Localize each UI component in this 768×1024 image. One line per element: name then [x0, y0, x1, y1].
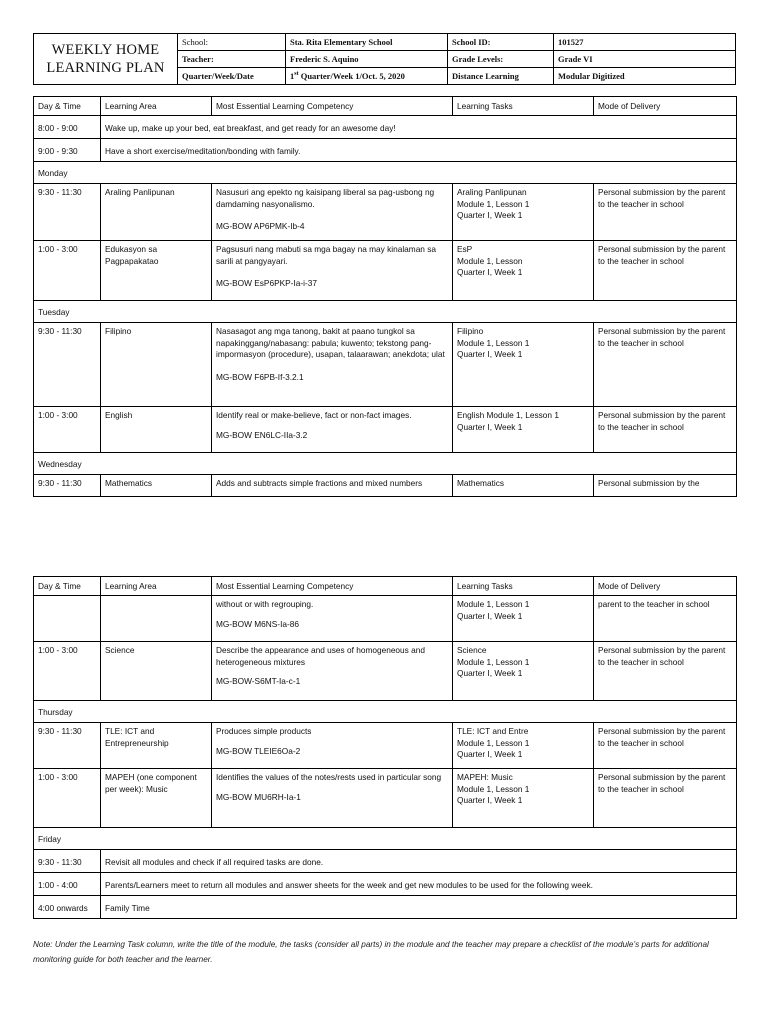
competency: Adds and subtracts simple fractions and mixed numbers — [212, 475, 453, 497]
competency-text: without or with regrouping. — [216, 599, 314, 609]
quarter-label: Quarter/Week/Date — [178, 68, 286, 85]
col-mode-of-delivery: Mode of Delivery — [594, 577, 737, 596]
task-line: Module 1, Lesson — [457, 255, 523, 266]
row-time: 4:00 onwards — [34, 896, 101, 919]
competency-text: Pagsusuri nang mabuti sa mga bagay na may kinalaman sa sarili at pangyayari. — [216, 244, 436, 266]
day-row-thursday — [34, 701, 737, 723]
day-row-friday — [34, 828, 737, 850]
mode-of-delivery: Personal submission by the parent to the teacher in school — [594, 642, 737, 701]
row-time: 1:00 - 3:00 — [34, 407, 101, 453]
document-title — [34, 34, 178, 85]
title-line-1: WEEKLY HOME — [51, 42, 160, 58]
learning-tasks — [453, 241, 594, 301]
day-label: Thursday — [34, 701, 737, 723]
row-time: 9:30 - 11:30 — [34, 475, 101, 497]
day-label: Tuesday — [34, 301, 737, 323]
footnote: Note: Under the Learning Task column, write the title of the module, the tasks (consider all parts) in the module and the teacher may prepare a checklist of the module’s parts for additional monitoring guide for both teacher and the learner. — [33, 940, 709, 964]
row-time: 1:00 - 3:00 — [34, 769, 101, 828]
day-row-monday — [34, 162, 737, 184]
col-day-time: Day & Time — [34, 577, 101, 596]
competency — [212, 184, 453, 241]
task-line: English Module 1, Lesson 1 — [457, 410, 559, 420]
task-line: Quarter I, Week 1 — [457, 349, 523, 359]
table-row — [34, 596, 737, 642]
competency-code: MG-BOW F6PB-If-3.2.1 — [216, 371, 304, 382]
row-time: 9:30 - 11:30 — [34, 184, 101, 241]
quarter-rest: Quarter/Week 1/Oct. 5, 2020 — [298, 71, 405, 81]
row-activity: Revisit all modules and check if all required tasks are done. — [101, 850, 737, 873]
day-label: Monday — [34, 162, 737, 184]
day-label: Friday — [34, 828, 737, 850]
learning-tasks — [453, 769, 594, 828]
row-time: 1:00 - 3:00 — [34, 241, 101, 301]
competency — [212, 323, 453, 407]
table-row — [34, 769, 737, 828]
row-time: 8:00 - 9:00 — [34, 116, 101, 139]
mode-of-delivery: Personal submission by the parent to the teacher in school — [594, 241, 737, 301]
learning-area: MAPEH (one component per week): Music — [101, 769, 212, 828]
task-line: TLE: ICT and Entre — [457, 726, 529, 736]
competency-text: Nasusuri ang epekto ng kaisipang liberal sa pag-usbong ng damdaming nasyonalismo. — [216, 187, 435, 209]
task-line: Quarter I, Week 1 — [457, 421, 523, 432]
mode-of-delivery: Personal submission by the parent to the teacher in school — [594, 769, 737, 828]
school-value: Sta. Rita Elementary School — [286, 34, 448, 51]
competency-text: Identifies the values of the notes/rests used in particular song — [216, 772, 442, 782]
distance-learning-value: Modular Digitized — [554, 68, 736, 85]
task-line: Quarter I, Week 1 — [457, 267, 523, 277]
competency — [212, 407, 453, 453]
column-header-row — [34, 97, 737, 116]
plan-table-page-1 — [33, 96, 737, 497]
competency — [212, 769, 453, 828]
competency — [212, 241, 453, 301]
learning-area: Science — [101, 642, 212, 701]
competency-text: Nasasagot ang mga tanong, bakit at paano tungkol sa napakinggang/nabasang: pabula; kuwento; tekstong pang-impormasyon (procedure), usapan, talaarawan; anekdota; ulat — [216, 326, 445, 359]
table-row — [34, 241, 737, 301]
col-competency: Most Essential Learning Competency — [212, 97, 453, 116]
learning-tasks — [453, 596, 594, 642]
competency-code: MG-BOW AP6PMK-Ib-4 — [216, 221, 305, 231]
col-competency: Most Essential Learning Competency — [212, 577, 453, 596]
col-day-time: Day & Time — [34, 97, 101, 116]
learning-area: Edukasyon sa Pagpapakatao — [101, 241, 212, 301]
competency — [212, 596, 453, 642]
learning-tasks — [453, 407, 594, 453]
task-line: Science — [457, 645, 487, 655]
table-row — [34, 184, 737, 241]
school-id-value: 101527 — [554, 34, 736, 51]
teacher-value: Frederic S. Aquino — [286, 51, 448, 68]
competency-code: MG-BOW M6NS-Ia-86 — [216, 618, 299, 629]
quarter-value — [286, 68, 448, 85]
col-learning-tasks: Learning Tasks — [453, 577, 594, 596]
learning-tasks: Mathematics — [453, 475, 594, 497]
task-line: Quarter I, Week 1 — [457, 210, 523, 220]
mode-of-delivery: Personal submission by the parent to the teacher in school — [594, 407, 737, 453]
task-line: Quarter I, Week 1 — [457, 795, 523, 805]
table-row — [34, 116, 737, 139]
row-time: 1:00 - 3:00 — [34, 642, 101, 701]
learning-tasks — [453, 642, 594, 701]
day-row-tuesday — [34, 301, 737, 323]
learning-area: Araling Panlipunan — [101, 184, 212, 241]
table-row — [34, 850, 737, 873]
row-activity: Parents/Learners meet to return all modules and answer sheets for the week and get new modules to be used for the following week. — [101, 873, 737, 896]
column-header-row — [34, 577, 737, 596]
day-label: Wednesday — [34, 453, 737, 475]
row-time: 1:00 - 4:00 — [34, 873, 101, 896]
task-line: MAPEH: Music — [457, 772, 513, 782]
grade-levels-value: Grade VI — [554, 51, 736, 68]
title-line-2: LEARNING PLAN — [46, 60, 165, 76]
plan-table-page-2 — [33, 576, 737, 919]
table-row — [34, 873, 737, 896]
table-row — [34, 475, 737, 497]
col-learning-area: Learning Area — [101, 577, 212, 596]
learning-tasks — [453, 723, 594, 769]
task-line: Module 1, Lesson 1 — [457, 656, 530, 667]
table-row — [34, 896, 737, 919]
grade-levels-label: Grade Levels: — [448, 51, 554, 68]
day-row-wednesday — [34, 453, 737, 475]
col-learning-tasks: Learning Tasks — [453, 97, 594, 116]
task-line: Filipino — [457, 326, 484, 336]
row-activity: Have a short exercise/meditation/bonding with family. — [101, 139, 737, 162]
learning-area: TLE: ICT and Entrepreneurship — [101, 723, 212, 769]
learning-area — [101, 596, 212, 642]
competency-code: MG-BOW-S6MT-Ia-c-1 — [216, 676, 301, 686]
competency-text: Describe the appearance and uses of homogeneous and heterogeneous mixtures — [216, 645, 425, 667]
task-line: Quarter I, Week 1 — [457, 749, 523, 759]
table-row — [34, 139, 737, 162]
mode-of-delivery: Personal submission by the parent to the teacher in school — [594, 323, 737, 407]
row-time: 9:30 - 11:30 — [34, 723, 101, 769]
school-label: School: — [178, 34, 286, 51]
school-id-label: School ID: — [448, 34, 554, 51]
task-line: Araling Panlipunan — [457, 187, 527, 197]
task-line: Module 1, Lesson 1 — [457, 198, 530, 209]
col-mode-of-delivery: Mode of Delivery — [594, 97, 737, 116]
competency-code: MG-BOW EN6LC-IIa-3.2 — [216, 429, 308, 440]
mode-of-delivery: Personal submission by the — [594, 475, 737, 497]
competency-text: Produces simple products — [216, 726, 312, 736]
task-line: EsP — [457, 244, 473, 254]
task-line: Module 1, Lesson 1 — [457, 337, 530, 348]
learning-area: Mathematics — [101, 475, 212, 497]
mode-of-delivery: parent to the teacher in school — [594, 596, 737, 642]
task-line: Quarter I, Week 1 — [457, 610, 523, 621]
competency-text: Identify real or make-believe, fact or non-fact images. — [216, 410, 412, 420]
col-learning-area: Learning Area — [101, 97, 212, 116]
header-table — [33, 33, 736, 85]
competency — [212, 642, 453, 701]
row-activity: Family Time — [101, 896, 737, 919]
row-time: 9:30 - 11:30 — [34, 323, 101, 407]
teacher-label: Teacher: — [178, 51, 286, 68]
mode-of-delivery: Personal submission by the parent to the teacher in school — [594, 184, 737, 241]
table-row — [34, 723, 737, 769]
table-row — [34, 323, 737, 407]
competency-code: MG-BOW EsP6PKP-Ia-i-37 — [216, 278, 317, 288]
table-row — [34, 407, 737, 453]
learning-tasks — [453, 323, 594, 407]
task-line: Quarter I, Week 1 — [457, 668, 523, 678]
table-row — [34, 642, 737, 701]
row-time: 9:00 - 9:30 — [34, 139, 101, 162]
distance-learning-label: Distance Learning — [448, 68, 554, 85]
mode-of-delivery: Personal submission by the parent to the teacher in school — [594, 723, 737, 769]
quarter-number: 1 — [290, 71, 295, 81]
competency-code: MG-BOW TLEIE6Oa-2 — [216, 745, 301, 756]
row-activity: Wake up, make up your bed, eat breakfast, and get ready for an awesome day! — [101, 116, 737, 139]
row-time — [34, 596, 101, 642]
learning-area: Filipino — [101, 323, 212, 407]
row-time: 9:30 - 11:30 — [34, 850, 101, 873]
quarter-ordinal: st — [294, 71, 299, 78]
task-line: Module 1, Lesson 1 — [457, 599, 530, 609]
competency-code: MG-BOW MU6RH-Ia-1 — [216, 791, 301, 802]
task-line: Module 1, Lesson 1 — [457, 737, 530, 748]
task-line: Module 1, Lesson 1 — [457, 783, 530, 794]
learning-tasks — [453, 184, 594, 241]
learning-area: English — [101, 407, 212, 453]
competency — [212, 723, 453, 769]
